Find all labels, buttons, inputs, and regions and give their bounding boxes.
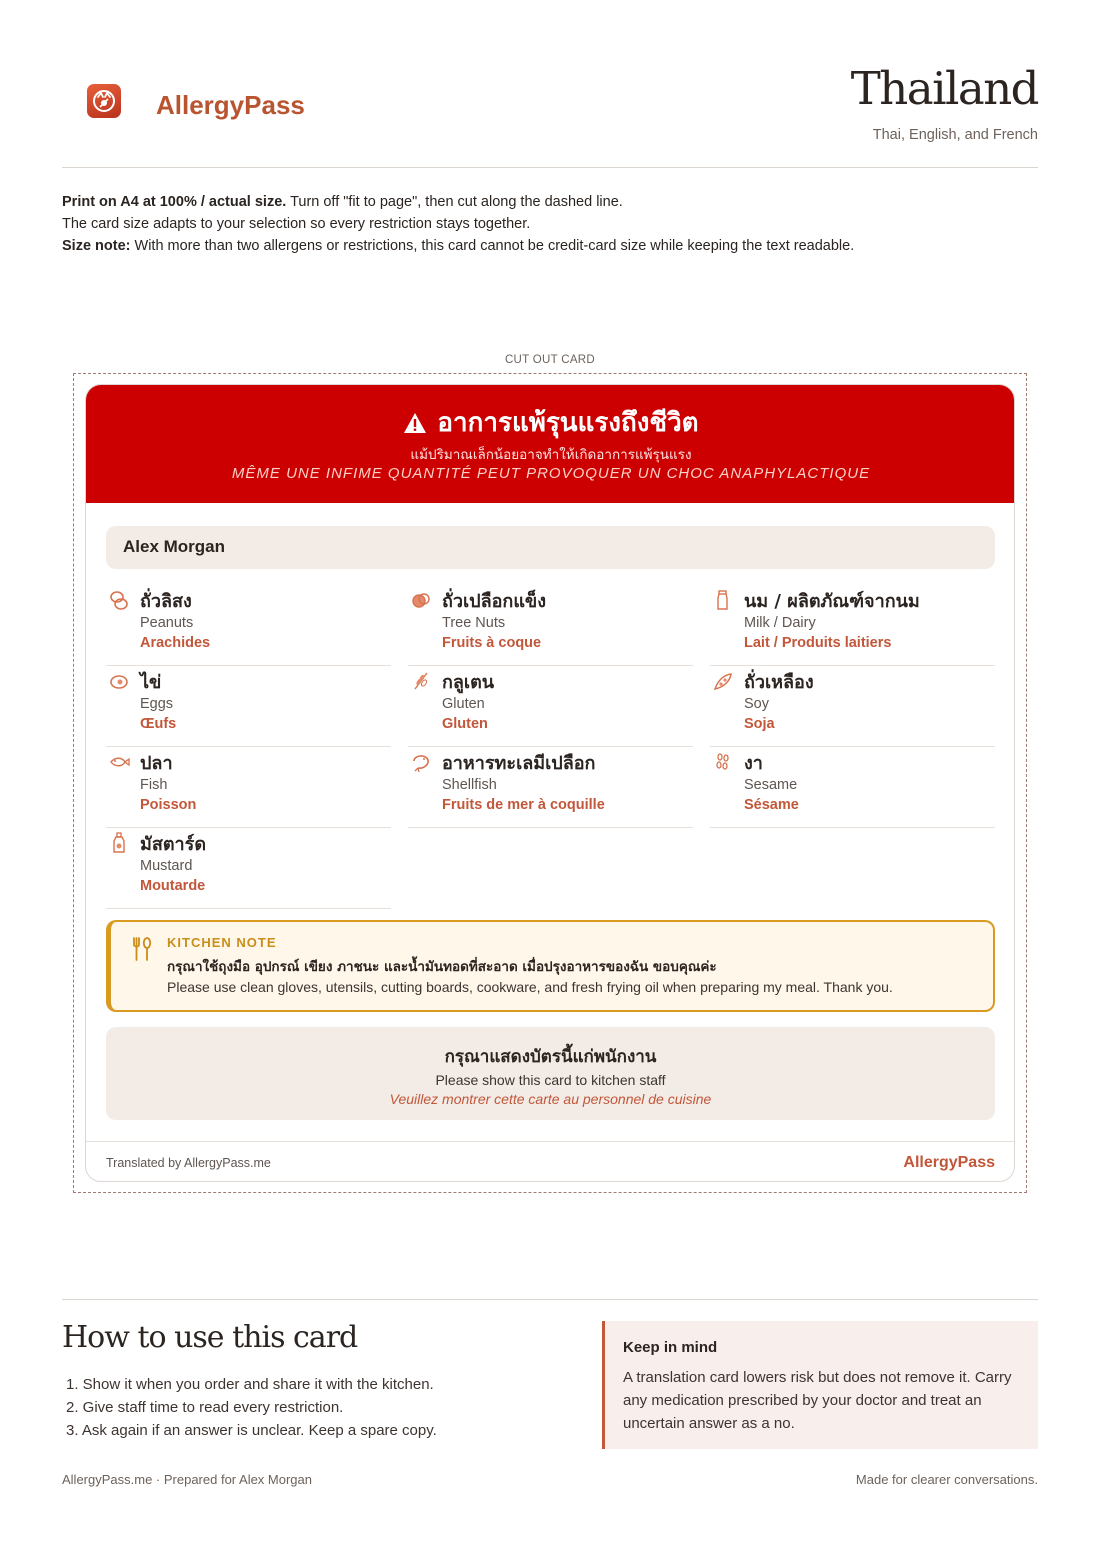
show-card-english: Please show this card to kitchen staff bbox=[435, 1072, 666, 1088]
size-note-rest: With more than two allergens or restrictions, this card cannot be credit-card size while keeping the text readable. bbox=[130, 238, 855, 254]
banner-subtitle-thai: แม้ปริมาณเล็กน้อยอาจทำให้เกิดอาการแพ้รุนแรง bbox=[410, 447, 692, 463]
keep-in-mind-body: A translation card lowers risk but does not remove it. Carry any medication prescribed by your doctor and treat an uncertain answer as a no. bbox=[623, 1369, 1012, 1432]
allergen-item bbox=[408, 586, 693, 666]
instruction-line-3 bbox=[62, 235, 1042, 257]
allergen-french: Moutarde bbox=[140, 878, 206, 894]
instruction-line-1 bbox=[62, 191, 1042, 213]
howto-step: 2. Give staff time to read every restriction. bbox=[66, 1399, 344, 1416]
allergen-english: Mustard bbox=[140, 858, 193, 874]
sesame-icon bbox=[712, 751, 734, 773]
allergen-french: Poisson bbox=[140, 797, 197, 813]
allergen-french: Arachides bbox=[140, 635, 211, 651]
howto-title: How to use this card bbox=[62, 1320, 358, 1355]
fish-icon bbox=[108, 751, 130, 773]
allergen-thai: นม / ผลิตภัณฑ์จากนม bbox=[744, 591, 920, 612]
shrimp-icon bbox=[410, 751, 432, 773]
translated-by: Translated by AllergyPass.me bbox=[106, 1156, 271, 1170]
instruction-print-rest: Turn off "fit to page", then cut along the dashed line. bbox=[286, 194, 623, 210]
allergen-english: Gluten bbox=[442, 696, 485, 712]
howto-step: 1. Show it when you order and share it with the kitchen. bbox=[66, 1376, 434, 1393]
cut-out-label: CUT OUT CARD bbox=[504, 354, 596, 366]
kitchen-note bbox=[106, 920, 995, 1012]
wheat-icon bbox=[410, 670, 432, 692]
allergy-card bbox=[85, 384, 1015, 1182]
card-footer-brand: AllergyPass bbox=[903, 1154, 995, 1171]
size-note-bold: Size note: bbox=[62, 238, 131, 254]
allergen-thai: อาหารทะเลมีเปลือก bbox=[442, 753, 596, 774]
allergen-thai: งา bbox=[744, 753, 763, 774]
banner-title: อาการแพ้รุนแรงถึงชีวิต bbox=[437, 408, 699, 438]
instruction-line-2: The card size adapts to your selection so every restriction stays together. bbox=[62, 216, 531, 232]
allergen-french: Sésame bbox=[744, 797, 799, 813]
allergen-item bbox=[106, 586, 391, 666]
kitchen-note-thai: กรุณาใช้ถุงมือ อุปกรณ์ เขียง ภาชนะ และน้ำมันทอดที่สะอาด เมื่อปรุงอาหารของฉัน ขอบคุณค่ะ bbox=[167, 959, 717, 975]
allergen-french: Fruits à coque bbox=[442, 635, 542, 651]
allergen-item bbox=[106, 829, 391, 909]
allergen-french: Fruits de mer à coquille bbox=[442, 797, 605, 813]
allergen-item bbox=[408, 748, 693, 828]
allergen-item bbox=[106, 748, 391, 828]
kitchen-note-title: KITCHEN NOTE bbox=[167, 935, 277, 950]
allergen-english: Milk / Dairy bbox=[744, 615, 816, 631]
allergen-thai: ปลา bbox=[140, 753, 173, 774]
allergen-french: Œufs bbox=[140, 716, 177, 732]
allergen-thai: ถั่วเหลือง bbox=[744, 672, 814, 693]
utensils-icon bbox=[131, 936, 153, 967]
danger-banner bbox=[86, 385, 1015, 503]
page-header bbox=[62, 60, 1038, 168]
instruction-print-bold: Print on A4 at 100% / actual size. bbox=[62, 194, 287, 210]
howto-step: 3. Ask again if an answer is unclear. Keep a spare copy. bbox=[66, 1422, 437, 1439]
tree-nut-icon bbox=[410, 589, 432, 611]
milk-bottle-icon bbox=[712, 589, 734, 611]
show-card-french: Veuillez montrer cette carte au personnel de cuisine bbox=[389, 1091, 712, 1107]
allergen-english: Tree Nuts bbox=[442, 615, 506, 631]
allergen-english: Eggs bbox=[140, 696, 174, 712]
page-footer-left: AllergyPass.me · Prepared for Alex Morgan bbox=[62, 1472, 312, 1487]
allergen-item bbox=[408, 667, 693, 747]
banner-title-row bbox=[86, 402, 1015, 443]
allergen-english: Fish bbox=[140, 777, 168, 793]
allergen-thai: ถั่วลิสง bbox=[140, 591, 192, 612]
allergen-item bbox=[106, 667, 391, 747]
keep-in-mind-panel bbox=[602, 1321, 1038, 1449]
kitchen-note-english: Please use clean gloves, utensils, cutting boards, cookware, and fresh frying oil when preparing my meal. Thank you. bbox=[167, 979, 893, 995]
allergen-french: Soja bbox=[744, 716, 775, 732]
card-footer bbox=[86, 1141, 1015, 1182]
egg-icon bbox=[108, 670, 130, 692]
allergen-item bbox=[710, 667, 995, 747]
brand-name: AllergyPass bbox=[156, 90, 305, 120]
allergen-item bbox=[710, 586, 995, 666]
warning-icon bbox=[403, 411, 427, 441]
languages-subtitle: Thai, English, and French bbox=[872, 127, 1038, 143]
allergen-english: Sesame bbox=[744, 777, 798, 793]
show-card-panel bbox=[106, 1027, 995, 1120]
country-title: Thailand bbox=[850, 62, 1038, 115]
mustard-icon bbox=[108, 832, 130, 854]
name-bar bbox=[106, 526, 995, 569]
allergen-item bbox=[710, 748, 995, 828]
allergen-thai: มัสตาร์ด bbox=[140, 834, 207, 855]
section-divider bbox=[62, 1299, 1038, 1300]
allergypass-logo-icon bbox=[87, 84, 121, 118]
howto-steps bbox=[66, 1373, 437, 1442]
print-instructions bbox=[62, 191, 1042, 257]
allergen-english: Peanuts bbox=[140, 615, 194, 631]
allergen-thai: ไข่ bbox=[140, 672, 162, 693]
soy-icon bbox=[712, 670, 734, 692]
allergen-french: Gluten bbox=[442, 716, 488, 732]
keep-in-mind-title: Keep in mind bbox=[623, 1339, 718, 1356]
allergen-thai: กลูเตน bbox=[442, 672, 495, 693]
allergen-thai: ถั่วเปลือกแข็ง bbox=[442, 591, 547, 612]
peanut-icon bbox=[108, 589, 130, 611]
banner-subtitle-french: MÊME UNE INFIME QUANTITÉ PEUT PROVOQUER UN CHOC ANAPHYLACTIQUE bbox=[231, 465, 871, 482]
allergen-french: Lait / Produits laitiers bbox=[744, 635, 892, 651]
allergen-english: Soy bbox=[744, 696, 769, 712]
show-card-thai: กรุณาแสดงบัตรนี้แก่พนักงาน bbox=[444, 1047, 657, 1067]
page-footer-right: Made for clearer conversations. bbox=[855, 1472, 1038, 1487]
person-name: Alex Morgan bbox=[123, 537, 226, 556]
allergen-english: Shellfish bbox=[442, 777, 497, 793]
